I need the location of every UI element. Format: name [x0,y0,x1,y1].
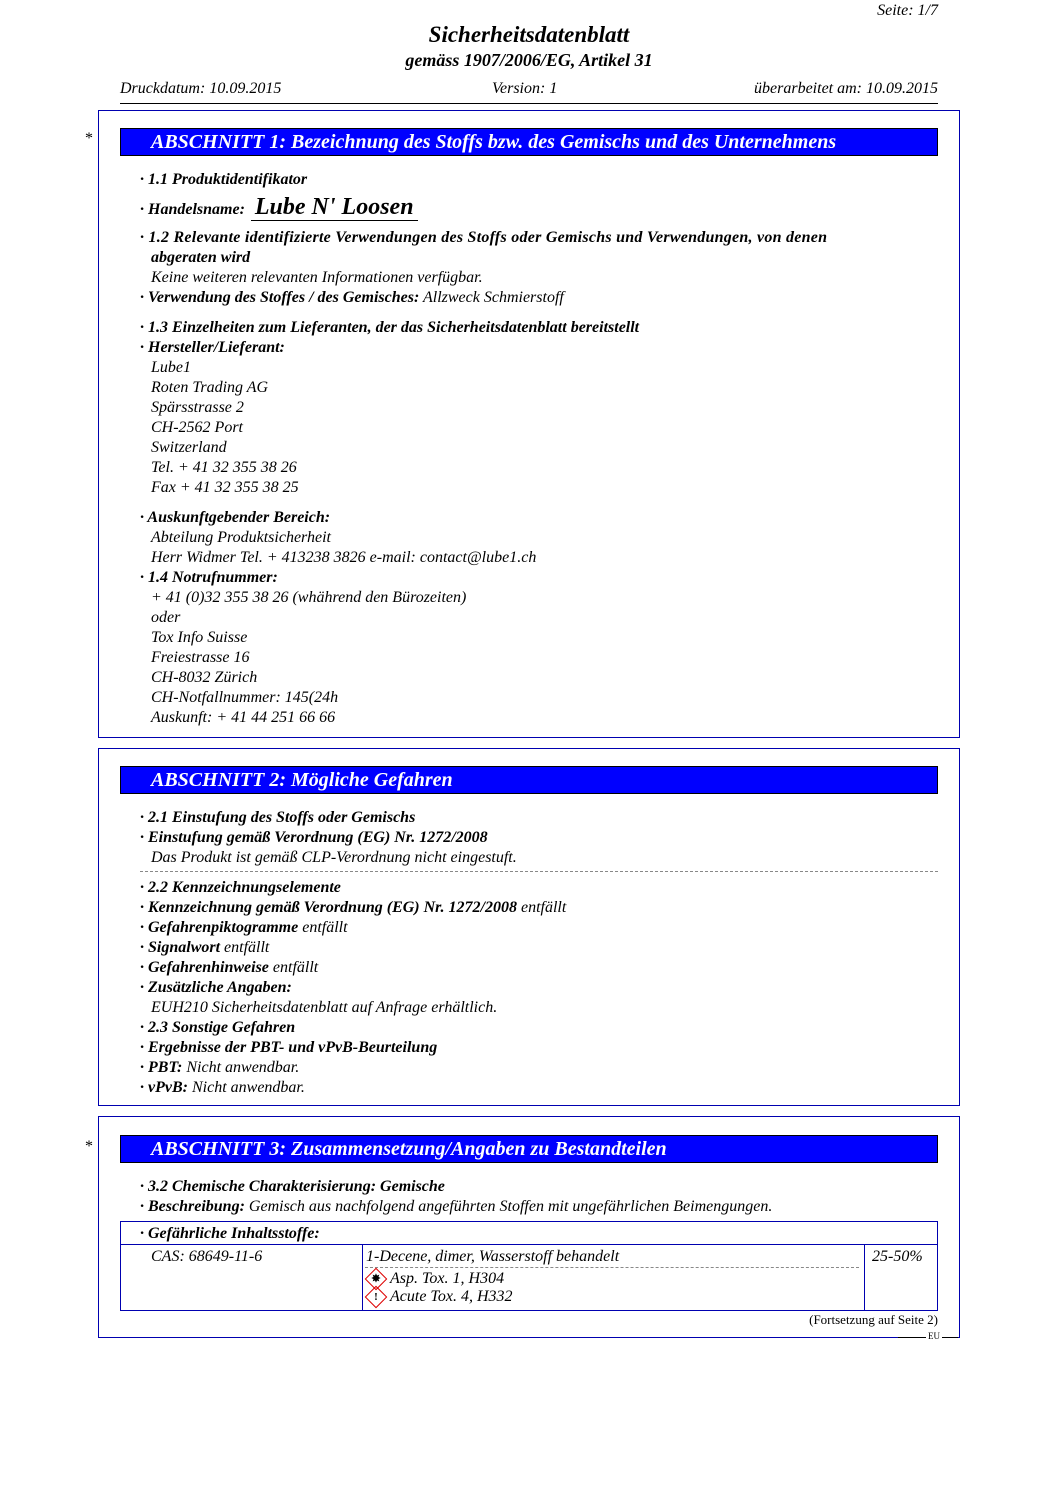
use-row [140,288,564,308]
region-code: EU [928,1331,940,1341]
divider [140,871,938,872]
document-title: Sicherheitsdatenblatt [428,22,630,47]
table-row-divider [365,1267,859,1268]
substance-name: 1-Decene, dimer, Wasserstoff behandelt [366,1248,620,1265]
manufacturer-line: Lube1 [151,359,191,376]
pictograms-row [140,918,348,938]
label-elements-label: · 2.2 Kennzeichnungselemente [140,879,341,896]
emergency-line: Freiestrasse 16 [151,649,250,666]
description-label: · Beschreibung: [140,1198,245,1215]
header-rule [120,103,938,104]
emergency-line: + 41 (0)32 355 38 26 (whährend den Bürozeiten) [151,589,467,606]
manufacturer-line: Roten Trading AG [151,379,269,396]
labelling-value: entfällt [520,899,567,916]
revision-date: überarbeitet am: 10.09.2015 [754,80,938,97]
vpvb-label: · vPvB: [140,1079,188,1096]
info-label: · Auskunftgebender Bereich: [140,509,331,526]
classification-value: Das Produkt ist gemäß CLP-Verordnung nicht eingestuft. [151,849,517,866]
pbt-label: · PBT: [140,1059,183,1076]
description-value: Gemisch aus nachfolgend angeführten Stoffen mit ungefährlichen Beimengungen. [248,1198,773,1215]
trade-name-label: · Handelsname: [140,201,245,218]
hazard-class: Acute Tox. 4, H332 [390,1288,513,1305]
table-header-label: · Gefährliche Inhaltsstoffe: [140,1225,320,1242]
hazard-statements-row [140,958,318,978]
hazard-row [366,1269,504,1289]
manufacturer-phone: Tel. + 41 32 355 38 26 [151,459,297,476]
pbt-assessment-label: · Ergebnisse der PBT- und vPvB-Beurteilung [140,1039,438,1056]
signal-word-row [140,938,269,958]
table-rule [864,1244,865,1311]
signal-word-value: entfällt [224,939,270,956]
section-3-heading: ABSCHNITT 3: Zusammensetzung/Angaben zu Bestandteilen [120,1135,938,1163]
other-hazards-label: · 2.3 Sonstige Gefahren [140,1019,296,1036]
pictograms-label: · Gefahrenpiktogramme [140,919,299,936]
section-1-heading: ABSCHNITT 1: Bezeichnung des Stoffs bzw. des Gemischs und des Unternehmens [120,128,938,156]
page-number: Seite: 1/7 [877,2,938,19]
relevant-uses-label-cont: abgeraten wird [151,249,251,266]
chemical-characterization-label: · 3.2 Chemische Charakterisierung: Gemische [140,1178,445,1195]
signal-word-label: · Signalwort [140,939,221,956]
health-hazard-icon: ✸ [365,1268,388,1291]
relevant-uses-label: · 1.2 Relevante identifizierte Verwendungen des Stoffs oder Gemischs und Verwendungen, von denen [140,229,828,246]
pbt-value: Nicht anwendbar. [186,1059,300,1076]
continuation-note: (Fortsetzung auf Seite 2) [809,1312,938,1327]
pbt-row [140,1058,299,1078]
emergency-line: Auskunft: + 41 44 251 66 66 [151,709,336,726]
exclamation-mark-icon: ! [365,1286,388,1309]
print-date: Druckdatum: 10.09.2015 [120,80,282,97]
info-line: Abteilung Produktsicherheit [151,529,331,546]
emergency-line: CH-Notfallnummer: 145(24h [151,689,339,706]
emergency-line: oder [151,609,181,626]
labelling-row [140,898,566,918]
use-value: Allzweck Schmierstoff [422,289,564,306]
change-marker: * [85,1138,93,1155]
concentration-range: 25-50% [872,1248,923,1265]
document-subtitle: gemäss 1907/2006/EG, Artikel 31 [405,50,653,70]
emergency-label: · 1.4 Notrufnummer: [140,569,278,586]
table-rule [362,1244,363,1311]
table-header [140,1224,320,1244]
hazard-class: Asp. Tox. 1, H304 [390,1270,505,1287]
classification-label: · 2.1 Einstufung des Stoffs oder Gemischs [140,809,416,826]
trade-name-row [140,194,418,220]
supplier-details-label: · 1.3 Einzelheiten zum Lieferanten, der das Sicherheitsdatenblatt bereitstellt [140,319,640,336]
trade-name: Lube N' Loosen [251,194,418,221]
description-row [140,1197,772,1217]
version: Version: 1 [492,80,558,97]
use-label: · Verwendung des Stoffes / des Gemisches: [140,289,420,306]
manufacturer-line: Spärsstrasse 2 [151,399,244,416]
pictograms-value: entfällt [302,919,348,936]
info-contact: Herr Widmer Tel. + 413238 3826 e-mail: contact@lube1.ch [151,549,537,566]
classification-reg-label: · Einstufung gemäß Verordnung (EG) Nr. 1272/2008 [140,829,488,846]
hazard-row [366,1287,513,1307]
additional-info-label: · Zusätzliche Angaben: [140,979,292,996]
change-marker: * [85,130,93,147]
labelling-label: · Kennzeichnung gemäß Verordnung (EG) Nr. 1272/2008 [140,899,517,916]
additional-info-value: EUH210 Sicherheitsdatenblatt auf Anfrage erhältlich. [151,999,498,1016]
vpvb-value: Nicht anwendbar. [191,1079,305,1096]
vpvb-row [140,1078,305,1098]
product-identifier-label: · 1.1 Produktidentifikator [140,171,308,188]
manufacturer-line: CH-2562 Port [151,419,243,436]
table-rule [120,1244,938,1245]
hazard-statements-label: · Gefahrenhinweise [140,959,269,976]
emergency-line: Tox Info Suisse [151,629,248,646]
manufacturer-fax: Fax + 41 32 355 38 25 [151,479,299,496]
emergency-line: CH-8032 Zürich [151,669,258,686]
manufacturer-label: · Hersteller/Lieferant: [140,339,285,356]
hazard-statements-value: entfällt [272,959,319,976]
section-2-heading: ABSCHNITT 2: Mögliche Gefahren [120,766,938,794]
cas-number: CAS: 68649-11-6 [151,1248,263,1265]
manufacturer-line: Switzerland [151,439,227,456]
relevant-uses-value: Keine weiteren relevanten Informationen verfügbar. [151,269,483,286]
